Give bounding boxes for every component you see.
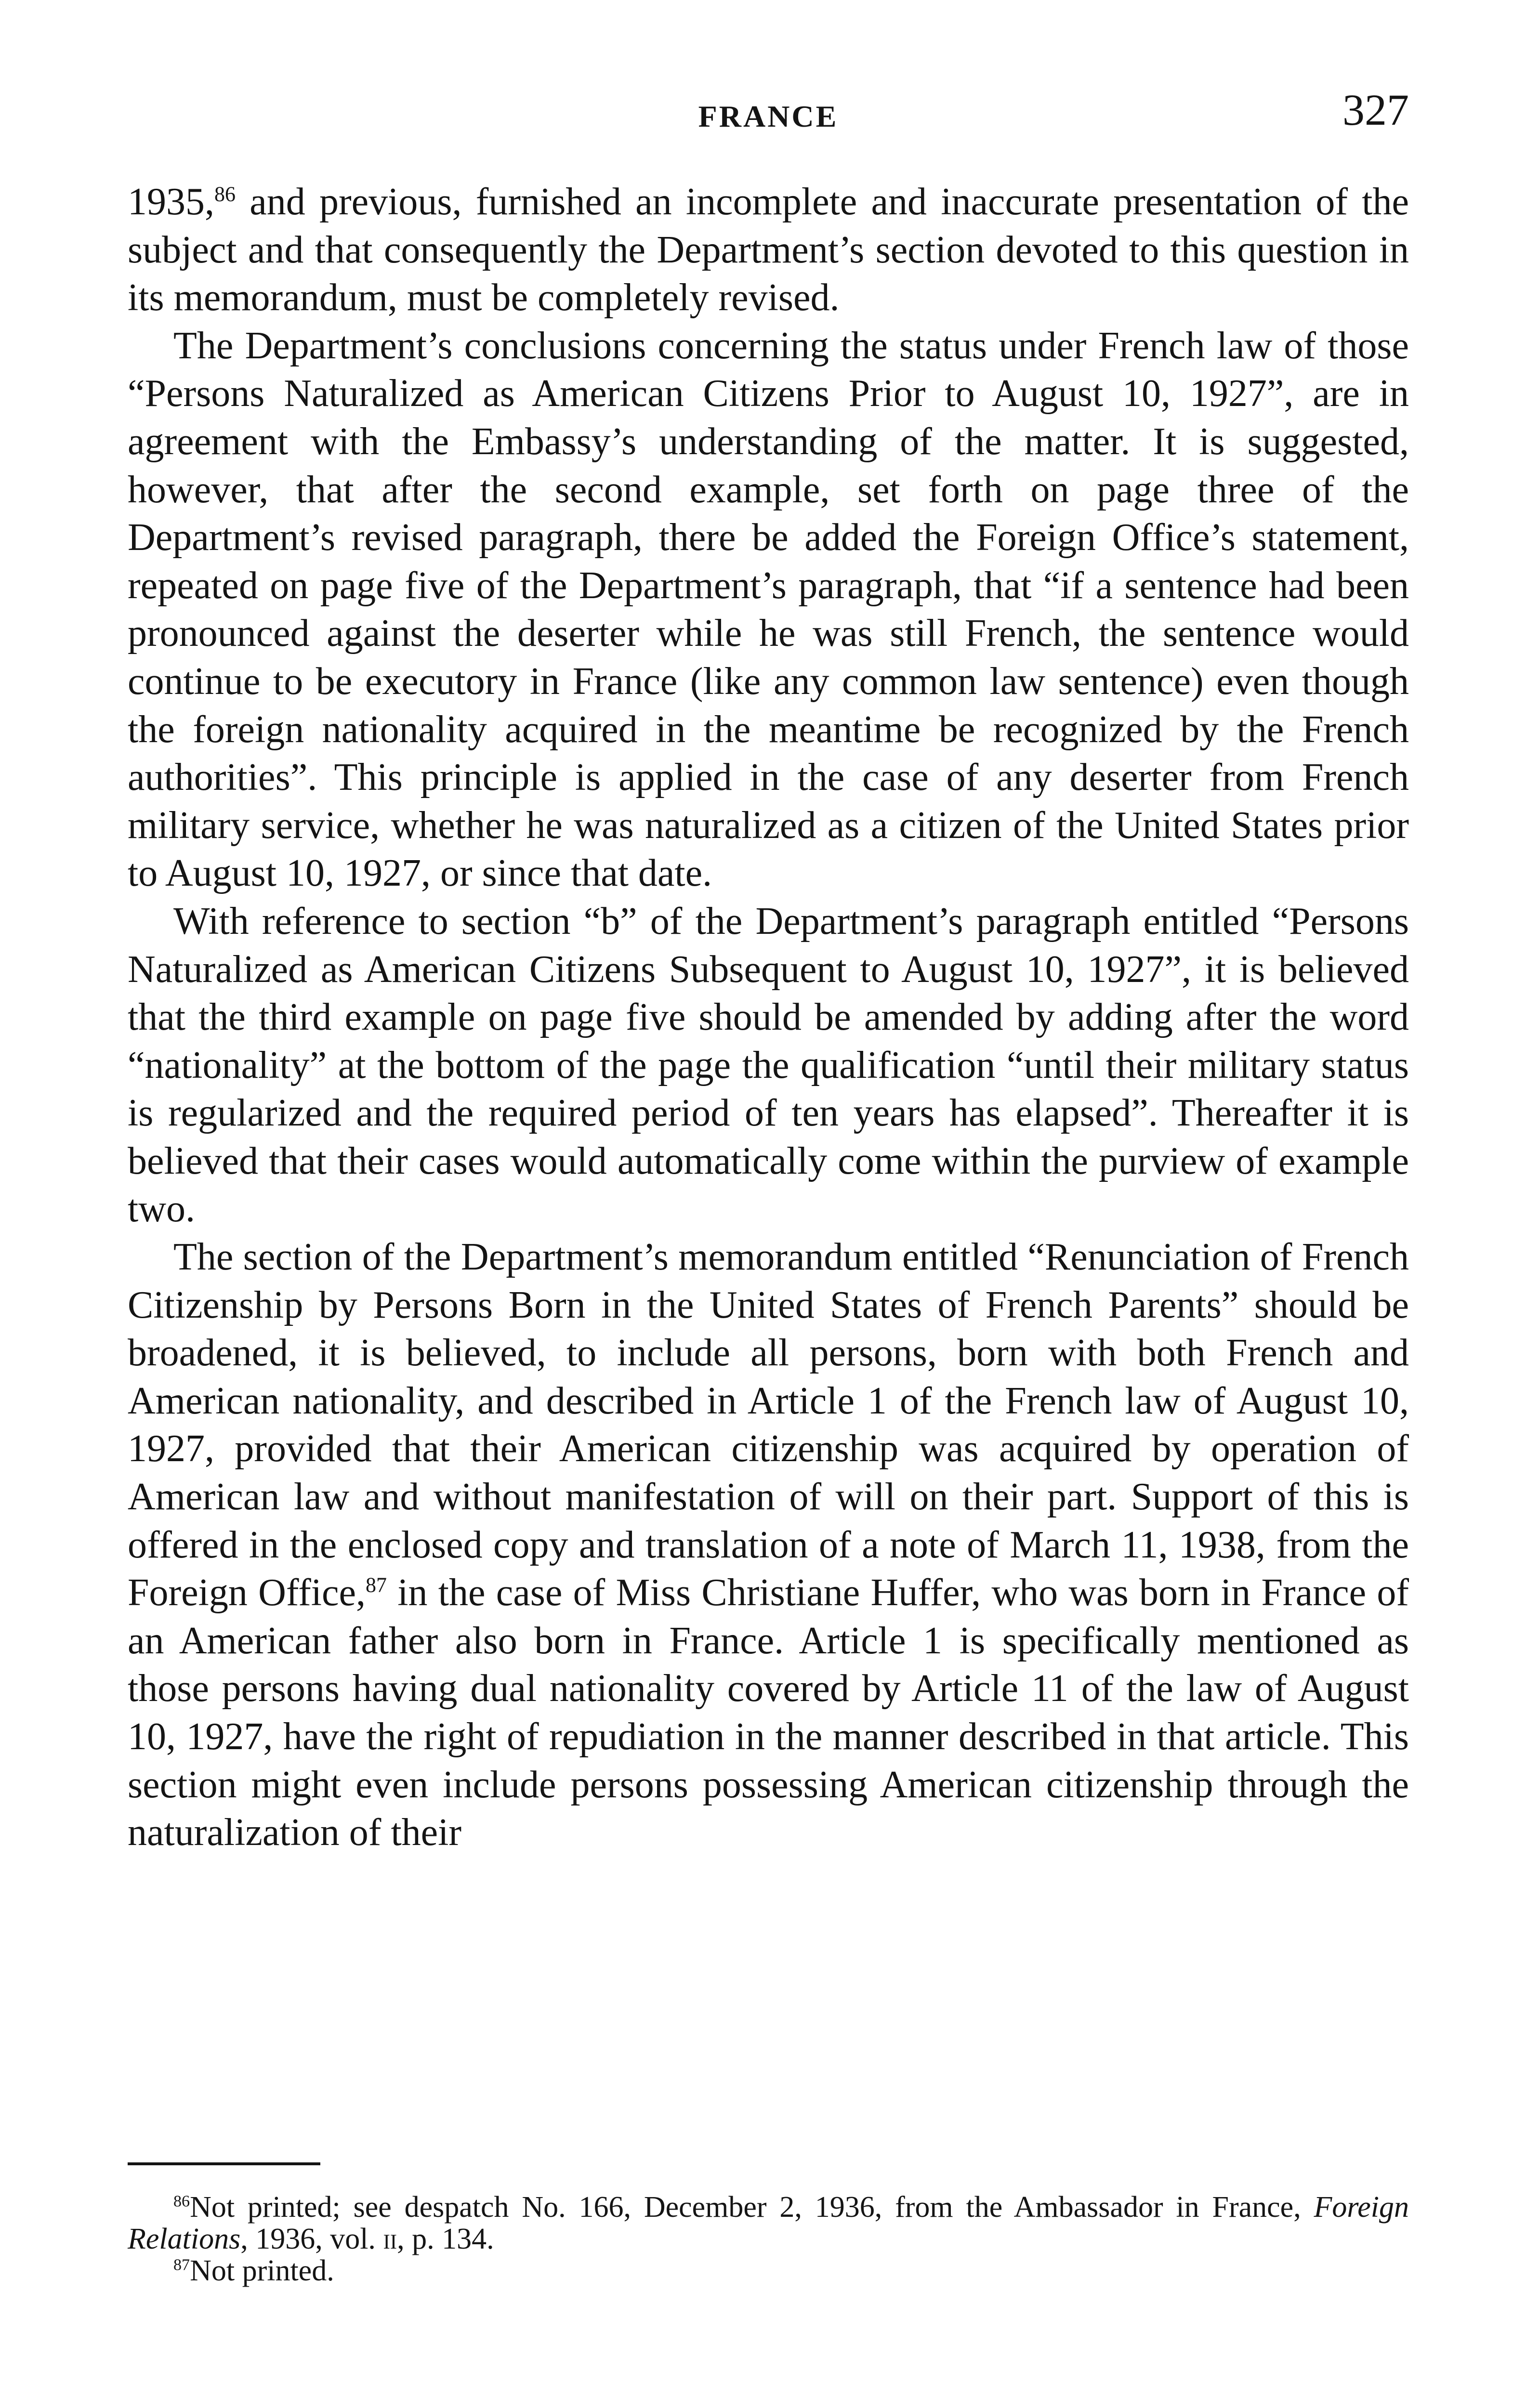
paragraph-4 xyxy=(128,1233,1409,1857)
footnote-volume: ii xyxy=(383,2223,397,2255)
footnote-87 xyxy=(128,2255,1409,2287)
paragraph-1 xyxy=(128,178,1409,322)
footnote-text: Not printed; see despatch No. 166, December 2, 1936, from the Ambassador in France, xyxy=(190,2191,1314,2224)
footnote-tail-end: , p. 134. xyxy=(397,2223,494,2255)
footnote-ref-87: 87 xyxy=(365,1573,387,1597)
page-header xyxy=(128,84,1409,147)
footnote-ref-86: 86 xyxy=(214,182,236,206)
paragraph-4-rest: in the case of Miss Christiane Huffer, who was born in France of an American father also born in France. Article 1 is specifically mentioned as those persons having dual nationality covered by Article 11 of the law of August 10, 1927, have the right of repudiation in the manner described in that article. This section might even include persons possessing American citizenship through the naturalization of their xyxy=(128,1571,1409,1854)
page-number: 327 xyxy=(1342,85,1409,134)
footnote-rule xyxy=(128,2162,320,2165)
footnote-mark: 86 xyxy=(173,2192,190,2211)
paragraph-3: With reference to section “b” of the Department’s paragraph entitled “Persons Naturalized as American Citizens Subsequent to August 10, 1927”, it is believed that the third example on page five should be amended by adding after the word “nationality” at the bottom of the page the qualification “until their military status is regularized and the required period of ten years has elapsed”. Thereafter it is believed that their cases would automatically come within the purview of example two. xyxy=(128,900,1409,1230)
footnotes xyxy=(128,2191,1409,2287)
paragraph-4-start: The section of the Department’s memorandum entitled “Renunciation of French Citizenship by Persons Born in the United States of French Parents” should be broadened, it is believed, to include all persons, born with both French and American nationality, and described in Article 1 of the French law of August 10, 1927, provided that their American citizenship was acquired by operation of American law and without manifestation of will on their part. Support of this is offered in the enclosed copy and translation of a note of March 11, 1938, from the Foreign Office, xyxy=(128,1236,1409,1614)
paragraph-2: The Department’s conclusions concerning the status under French law of those “Persons Naturalized as American Citizens Prior to August 10, 1927”, are in agreement with the Embassy’s understanding of the matter. It is suggested, however, that after the second example, set forth on page three of the Department’s revised paragraph, there be added the Foreign Office’s statement, repeated on page five of the Department’s paragraph, that “if a sentence had been pronounced against the deserter while he was still French, the sentence would continue to be executory in France (like any common law sentence) even though the foreign nationality acquired in the meantime be recognized by the French authorities”. This principle is applied in the case of any deserter from French military service, whether he was naturalized as a citizen of the United States prior to August 10, 1927, or since that date. xyxy=(128,324,1409,895)
paragraph-1-rest: and previous, furnished an incomplete and inaccurate presentation of the subject and that consequently the Department’s section devoted to this question in its memorandum, must be completely revised. xyxy=(128,181,1409,319)
footnote-italic-title: Foreign Relations xyxy=(128,2191,1409,2255)
body-text xyxy=(128,178,1409,1857)
footnote-86 xyxy=(128,2191,1409,2255)
footnote-tail: , 1936, vol. xyxy=(240,2223,383,2255)
running-head: FRANCE xyxy=(698,99,839,133)
paragraph-1-start: 1935, xyxy=(128,181,214,223)
footnote-text: Not printed. xyxy=(190,2254,334,2287)
footnote-mark: 87 xyxy=(173,2256,190,2274)
